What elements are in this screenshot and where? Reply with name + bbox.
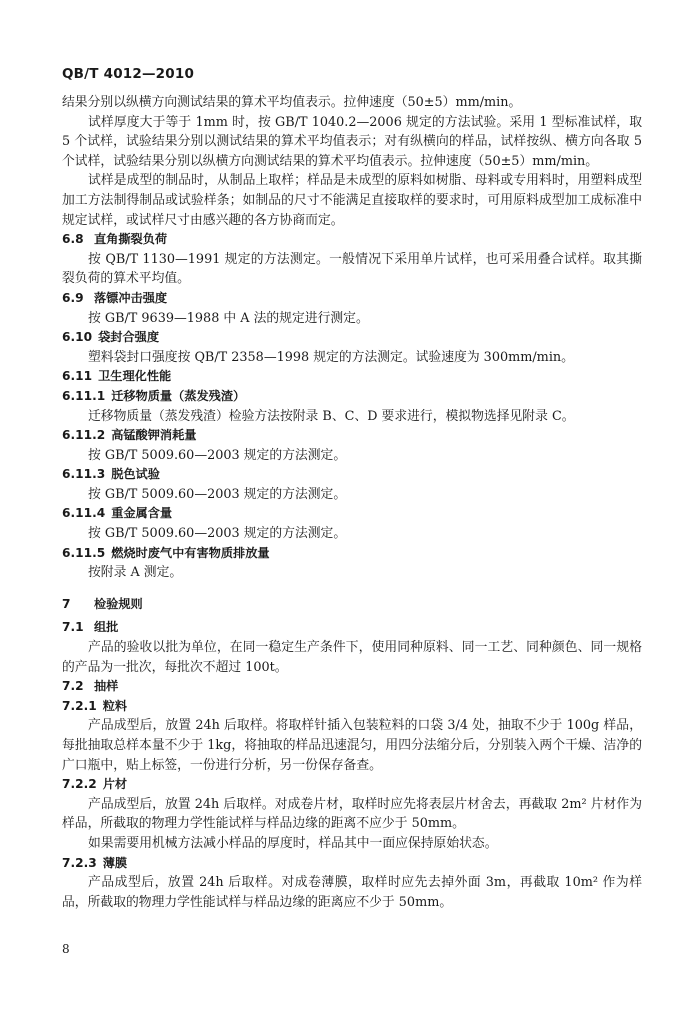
section-number: 7.2.3 [62, 855, 97, 870]
section-title: 检验规则 [94, 596, 143, 611]
section-heading [62, 367, 642, 387]
section-number: 6.11 [62, 369, 93, 384]
section-heading [62, 854, 642, 874]
paragraph: 迁移物质量（蒸发残渣）检验方法按附录 B、C、D 要求进行，模拟物选择见附录 C。 [88, 408, 575, 424]
section-title: 卫生理化性能 [98, 369, 172, 384]
section-heading [62, 465, 642, 485]
section-number: 6.11.1 [62, 388, 106, 403]
standard-code-header: QB/T 4012—2010 [62, 66, 195, 82]
section-number: 7.2 [62, 679, 84, 694]
section-heading [62, 595, 642, 615]
paragraph: 产品成型后，放置 24h 后取样。对成卷片材，取样时应先将表层片材舍去，再截取 2m² 片材作为样品，所截取的物理力学性能试样与样品边缘的距离不应少于 50mm。 [62, 796, 642, 832]
paragraph: 产品成型后，放置 24h 后取样。对成卷薄膜，取样时应先去掉外面 3m，再截取 10m² 作为样品，所截取的物理力学性能试样与样品边缘的距离应不少于 50mm。 [62, 875, 642, 910]
section-number: 7.2.1 [62, 698, 97, 713]
section-heading [62, 618, 642, 638]
section-heading [62, 426, 642, 446]
section-title: 片材 [102, 777, 128, 792]
section-number: 6.8 [62, 232, 84, 247]
document-body [62, 93, 642, 912]
paragraph: 试样厚度大于等于 1mm 时，按 GB/T 1040.2—2006 规定的方法试验。采用 1 型标准试样，取 5 个试样，试验结果分别以测试结果的算术平均值表示；对有纵横向的样品，试样按纵、横方向各取 5 个试样，试验结果分别以纵横方向测试结果的算术平均值表示。拉伸速度（50±5）mm/min。 [62, 114, 642, 169]
section-number: 6.11.4 [62, 506, 106, 521]
section-heading [62, 775, 642, 795]
section-title: 高锰酸钾消耗量 [111, 428, 197, 443]
paragraph: 按 GB/T 9639—1988 中 A 法的规定进行测定。 [88, 310, 369, 326]
section-heading [62, 677, 642, 697]
section-heading [62, 289, 642, 309]
page-number: 8 [62, 942, 70, 956]
section-heading [62, 328, 642, 348]
section-title: 迁移物质量（蒸发残渣） [111, 388, 246, 403]
paragraph: 塑料袋封口强度按 QB/T 2358—1998 规定的方法测定。试验速度为 300mm/min。 [88, 349, 574, 365]
section-title: 粒料 [102, 698, 128, 713]
paragraph: 如果需要用机械方法减小样品的厚度时，样品其中一面应保持原始状态。 [88, 835, 498, 851]
section-title: 燃烧时废气中有害物质排放量 [111, 545, 270, 560]
section-title: 脱色试验 [111, 467, 160, 482]
paragraph: 产品的验收以批为单位，在同一稳定生产条件下，使用同种原料、同一工艺、同种颜色、同一规格的产品为一批次，每批次不超过 100t。 [62, 640, 642, 675]
section-number: 6.11.3 [62, 467, 106, 482]
section-number: 6.11.5 [62, 545, 106, 560]
section-title: 薄膜 [102, 855, 128, 870]
section-heading [62, 544, 642, 564]
section-number: 7 [62, 596, 71, 611]
paragraph: 按 GB/T 5009.60—2003 规定的方法测定。 [88, 526, 347, 542]
paragraph: 产品成型后，放置 24h 后取样。将取样针插入包装粒料的口袋 3/4 处，抽取不少于 100g 样品，每批抽取总样本量不少于 1kg，将抽取的样品迅速混匀，用四分法缩分后，分别装入两个干燥、洁净的广口瓶中，贴上标签，一份进行分析，另一份保存备查。 [62, 718, 642, 773]
section-number: 7.1 [62, 620, 84, 635]
paragraph: 结果分别以纵横方向测试结果的算术平均值表示。拉伸速度（50±5）mm/min。 [62, 95, 522, 110]
section-heading [62, 697, 642, 717]
paragraph: 按附录 A 测定。 [88, 565, 183, 581]
section-title: 袋封合强度 [98, 330, 160, 345]
section-heading [62, 230, 642, 250]
section-number: 6.11.2 [62, 428, 106, 443]
paragraph: 按 GB/T 5009.60—2003 规定的方法测定。 [88, 447, 347, 463]
section-number: 6.10 [62, 330, 93, 345]
section-title: 组批 [94, 620, 119, 635]
section-title: 抽样 [94, 679, 119, 694]
section-number: 7.2.2 [62, 777, 97, 792]
paragraph: 按 QB/T 1130—1991 规定的方法测定。一般情况下采用单片试样，也可采用叠合试样。取其撕裂负荷的算术平均值。 [62, 251, 642, 287]
paragraph: 按 GB/T 5009.60—2003 规定的方法测定。 [88, 486, 347, 502]
section-title: 落镖冲击强度 [94, 290, 168, 305]
section-title: 重金属含量 [111, 506, 173, 521]
section-heading [62, 387, 642, 407]
section-number: 6.9 [62, 290, 84, 305]
section-heading [62, 504, 642, 524]
paragraph: 试样是成型的制品时，从制品上取样；样品是未成型的原料如树脂、母料或专用料时，用塑料成型加工方法制得制品或试验样条；如制品的尺寸不能满足直接取样的要求时，可用原料成型加工成标准中规定试样，或试样尺寸由感兴趣的各方协商而定。 [62, 173, 642, 228]
section-title: 直角撕裂负荷 [94, 232, 168, 247]
